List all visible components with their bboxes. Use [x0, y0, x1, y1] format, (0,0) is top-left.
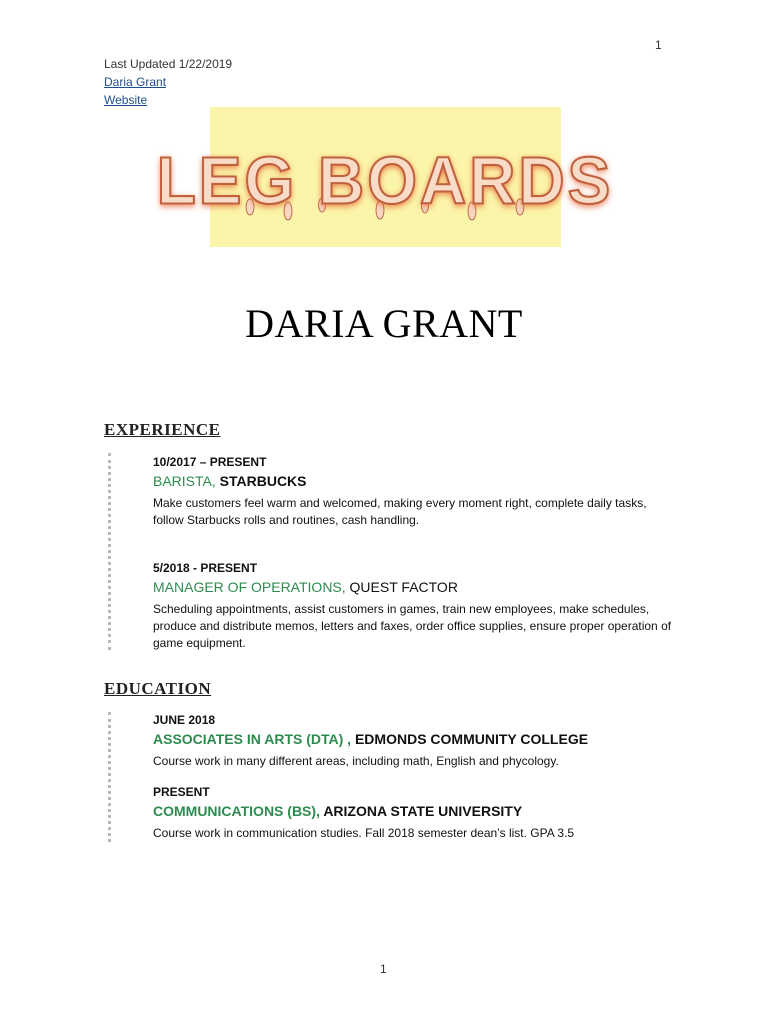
entry-org: EDMONDS COMMUNITY COLLEGE [351, 731, 589, 747]
page-title: DARIA GRANT [245, 301, 523, 346]
entry-org: STARBUCKS [215, 473, 307, 489]
entry-title [153, 473, 673, 489]
education-entry-asu [153, 785, 673, 842]
page-number-top: 1 [655, 38, 662, 52]
entry-org: ARIZONA STATE UNIVERSITY [319, 803, 523, 819]
header-meta [104, 55, 232, 109]
entry-org: QUEST FACTOR [345, 579, 458, 595]
entry-date: 5/2018 - PRESENT [153, 561, 258, 575]
leg-boards-logo-graphic [156, 107, 614, 247]
experience-entry-starbucks [153, 455, 673, 529]
entry-date: JUNE 2018 [153, 713, 216, 727]
entry-date: PRESENT [153, 785, 210, 799]
entry-title [153, 579, 673, 595]
entry-description: Course work in communication studies. Fall 2018 semester dean’s list. GPA 3.5 [153, 826, 575, 840]
entry-title [153, 803, 673, 819]
entry-date: 10/2017 – PRESENT [153, 455, 267, 469]
entry-role: MANAGER OF OPERATIONS, [153, 579, 346, 595]
education-entry-edmonds [153, 713, 673, 770]
entry-title [153, 731, 673, 747]
website-link[interactable]: Website [104, 93, 148, 107]
name-link[interactable]: Daria Grant [104, 75, 167, 89]
entry-role: COMMUNICATIONS (BS), [153, 803, 320, 819]
entry-description: Scheduling appointments, assist customers in games, train new employees, make schedules, produce and distribute memos, letters and faxes, order office supplies, ensure proper operation of game equipment. [153, 602, 672, 650]
entry-role: BARISTA, [153, 473, 216, 489]
page-number-bottom: 1 [380, 962, 387, 976]
entry-description: Make customers feel warm and welcomed, making every moment right, complete daily tasks, follow Starbucks rolls and routines, cash handling. [153, 496, 647, 527]
education-heading: EDUCATION [104, 679, 212, 698]
leg-boards-logo [156, 107, 614, 247]
experience-entry-quest-factor [153, 561, 673, 652]
entry-description: Course work in many different areas, including math, English and phycology. [153, 754, 559, 768]
experience-dotted-rule [108, 453, 111, 650]
entry-role: ASSOCIATES IN ARTS (DTA) , [153, 731, 352, 747]
experience-heading: EXPERIENCE [104, 420, 221, 439]
last-updated-text: Last Updated 1/22/2019 [104, 57, 233, 71]
education-dotted-rule [108, 712, 111, 842]
logo-text: LEG BOARDS [156, 143, 614, 218]
